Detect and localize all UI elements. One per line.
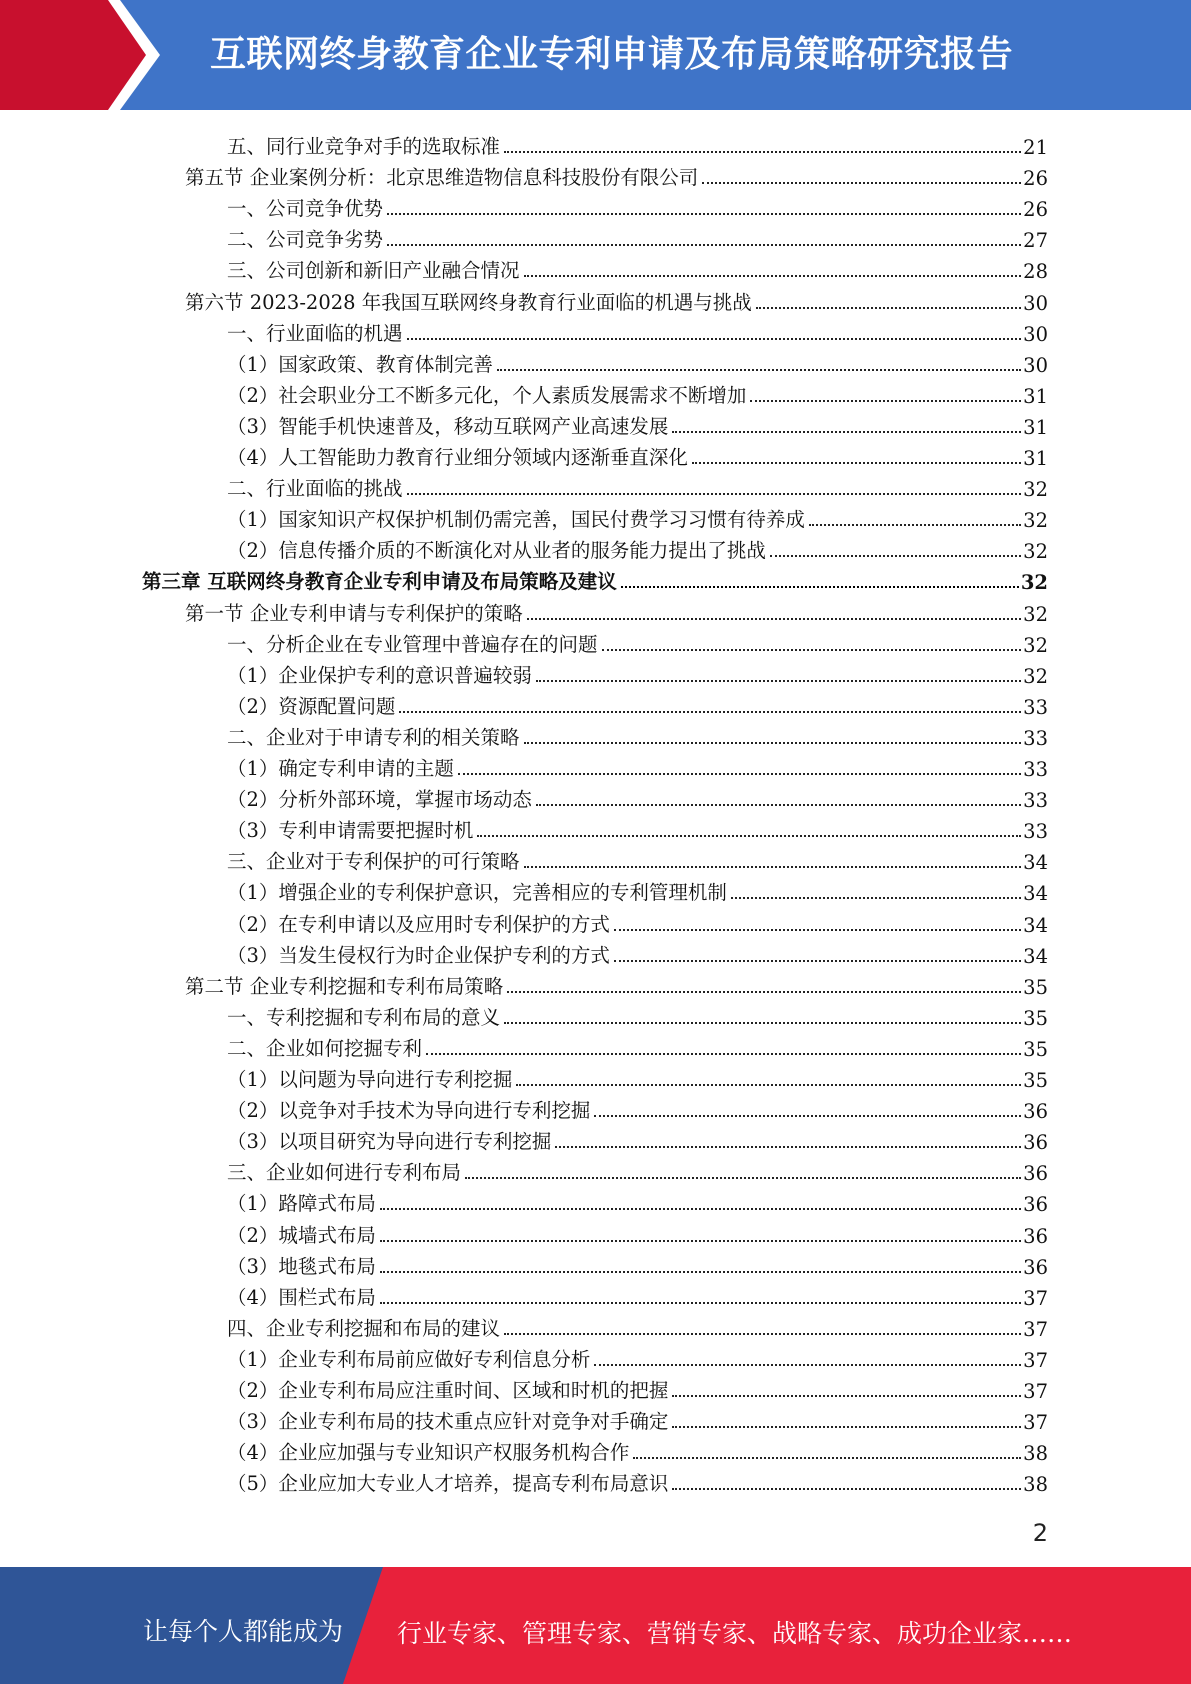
toc-entry-page: 28	[1023, 260, 1048, 284]
toc-entry-title: （3）专利申请需要把握时机	[227, 819, 474, 843]
toc-leader-dots	[536, 803, 1021, 806]
toc-entry-title: （4）企业应加强与专业知识产权服务机构合作	[227, 1441, 630, 1465]
toc-entry[interactable]	[227, 1154, 1048, 1185]
toc-entry-page: 32	[1020, 571, 1048, 595]
toc-entry-page: 37	[1023, 1411, 1048, 1435]
toc-entry-title: 第二节 企业专利挖掘和专利布局策略	[185, 974, 504, 998]
toc-entry-title: 二、行业面临的挑战	[227, 477, 403, 501]
toc-entry-title: （1）企业保护专利的意识普遍较弱	[227, 663, 532, 687]
toc-entry[interactable]	[227, 221, 1048, 252]
toc-entry-page: 37	[1023, 1317, 1048, 1341]
toc-leader-dots	[614, 928, 1021, 931]
toc-entry-title: （2）信息传播介质的不断演化对从业者的服务能力提出了挑战	[227, 539, 766, 563]
toc-entry-title: 三、企业如何进行专利布局	[227, 1161, 462, 1185]
toc-entry-title: 五、同行业竞争对手的选取标准	[227, 135, 501, 158]
toc-entry-page: 38	[1023, 1442, 1048, 1466]
toc-entry[interactable]	[227, 315, 1048, 346]
toc-entry-page: 37	[1023, 1348, 1048, 1372]
toc-entry-page: 33	[1023, 726, 1048, 750]
toc-entry-title: 一、分析企业在专业管理中普遍存在的问题	[227, 632, 598, 656]
page-header	[0, 0, 1191, 110]
toc-entry-page: 32	[1023, 633, 1048, 657]
toc-entry-page: 35	[1023, 1006, 1048, 1030]
toc-entry[interactable]	[227, 532, 1048, 563]
toc-leader-dots	[672, 1394, 1021, 1397]
toc-entry-page: 33	[1023, 695, 1048, 719]
toc-entry-title: 二、公司竞争劣势	[227, 228, 384, 252]
toc-entry[interactable]	[227, 1185, 1048, 1216]
toc-leader-dots	[672, 1425, 1021, 1428]
toc-entry[interactable]	[227, 657, 1048, 688]
toc-entry[interactable]	[227, 750, 1048, 781]
toc-leader-dots	[426, 1052, 1021, 1055]
toc-entry-page: 33	[1023, 789, 1048, 813]
toc-entry-title: （3）当发生侵权行为时企业保护专利的方式	[227, 943, 610, 967]
toc-leader-dots	[399, 710, 1021, 713]
toc-entry[interactable]	[227, 1341, 1048, 1372]
toc-entry-title: （2）资源配置问题	[227, 694, 396, 718]
toc-leader-dots	[380, 1270, 1021, 1273]
toc-entry-title: 一、专利挖掘和专利布局的意义	[227, 1005, 501, 1029]
toc-leader-dots	[770, 554, 1021, 557]
toc-entry[interactable]	[227, 1092, 1048, 1123]
toc-entry-title: 第三章 互联网终身教育企业专利申请及布局策略及建议	[142, 570, 617, 594]
toc-entry[interactable]	[227, 252, 1048, 283]
toc-entry[interactable]	[227, 719, 1048, 750]
toc-entry[interactable]	[227, 1279, 1048, 1310]
toc-leader-dots	[692, 461, 1021, 464]
toc-entry-title: （4）围栏式布局	[227, 1285, 376, 1309]
toc-leader-dots	[731, 896, 1021, 899]
toc-entry-title: 四、企业专利挖掘和布局的建议	[227, 1316, 501, 1340]
toc-entry-page: 34	[1023, 944, 1048, 968]
toc-entry-title: 一、公司竞争优势	[227, 197, 384, 221]
toc-entry[interactable]	[227, 999, 1048, 1030]
toc-entry-page: 35	[1023, 1069, 1048, 1092]
toc-leader-dots	[756, 306, 1021, 309]
page-footer	[0, 1567, 1191, 1684]
toc-entry-title: 第一节 企业专利申请与专利保护的策略	[185, 601, 523, 625]
toc-entry-title: （1）企业专利布局前应做好专利信息分析	[227, 1347, 591, 1371]
toc-leader-dots	[621, 585, 1019, 588]
toc-leader-dots	[524, 741, 1022, 744]
toc-entry-page: 21	[1023, 136, 1048, 159]
toc-leader-dots	[507, 990, 1021, 993]
toc-entry-title: （3）地毯式布局	[227, 1254, 376, 1278]
toc-entry-page: 36	[1023, 1131, 1048, 1155]
toc-entry-title: 二、企业如何挖掘专利	[227, 1036, 423, 1060]
toc-leader-dots	[672, 430, 1021, 433]
toc-entry[interactable]	[227, 346, 1048, 377]
toc-entry-title: 三、企业对于专利保护的可行策略	[227, 850, 520, 874]
toc-leader-dots	[672, 1487, 1021, 1490]
toc-leader-dots	[524, 274, 1022, 277]
toc-leader-dots	[504, 150, 1021, 153]
toc-entry[interactable]	[227, 190, 1048, 221]
toc-entry-title: （1）确定专利申请的主题	[227, 757, 454, 780]
toc-leader-dots	[602, 648, 1022, 651]
toc-entry-page: 34	[1023, 882, 1048, 906]
toc-entry-title: 三、公司创新和新旧产业融合情况	[227, 259, 520, 283]
toc-entry-page: 36	[1023, 1100, 1048, 1124]
toc-entry-title: （1）国家知识产权保护机制仍需完善，国民付费学习习惯有待养成	[227, 508, 805, 532]
toc-entry[interactable]	[142, 563, 1048, 594]
toc-entry-page: 36	[1023, 1193, 1048, 1217]
page-number: 2	[1032, 1519, 1048, 1547]
toc-entry-page: 30	[1023, 322, 1048, 346]
toc-leader-dots	[504, 1332, 1021, 1335]
toc-leader-dots	[465, 1176, 1021, 1179]
toc-entry-title: 一、行业面临的机遇	[227, 321, 403, 345]
toc-entry[interactable]	[227, 470, 1048, 501]
toc-entry-title: （2）分析外部环境，掌握市场动态	[227, 788, 532, 812]
toc-entry-page: 34	[1023, 851, 1048, 875]
toc-entry[interactable]	[185, 968, 1048, 999]
toc-entry[interactable]	[227, 377, 1048, 408]
toc-entry-page: 36	[1023, 1224, 1048, 1248]
toc-entry-page: 32	[1023, 602, 1048, 626]
toc-leader-dots	[504, 1021, 1021, 1024]
toc-entry-page: 37	[1023, 1380, 1048, 1403]
toc-entry-page: 32	[1023, 509, 1048, 533]
toc-entry[interactable]	[227, 128, 1048, 159]
toc-entry[interactable]	[227, 906, 1048, 937]
toc-leader-dots	[497, 368, 1021, 371]
toc-leader-dots	[380, 1207, 1021, 1210]
toc-entry-title: （2）在专利申请以及应用时专利保护的方式	[227, 912, 610, 936]
toc-entry-title: （3）智能手机快速普及，移动互联网产业高速发展	[227, 414, 669, 438]
toc-entry-page: 33	[1023, 820, 1048, 844]
toc-leader-dots	[407, 337, 1022, 340]
toc-entry[interactable]	[185, 284, 1048, 315]
toc-entry-page: 31	[1023, 415, 1048, 439]
footer-slogan-right: 行业专家、管理专家、营销专家、战略专家、成功企业家……	[397, 1619, 1073, 1648]
toc-entry-title: （1）路障式布局	[227, 1192, 376, 1216]
toc-entry-title: （1）以问题为导向进行专利挖掘	[227, 1068, 513, 1091]
toc-entry[interactable]	[227, 1123, 1048, 1154]
toc-entry-page: 35	[1023, 975, 1048, 999]
toc-entry-page: 34	[1023, 913, 1048, 937]
toc-leader-dots	[407, 492, 1022, 495]
toc-entry-title: （5）企业应加大专业人才培养，提高专利布局意识	[227, 1472, 669, 1496]
toc-entry-page: 26	[1023, 198, 1048, 222]
toc-entry[interactable]	[185, 159, 1048, 190]
toc-leader-dots	[555, 1145, 1021, 1148]
toc-entry-page: 33	[1023, 758, 1048, 781]
toc-entry-page: 37	[1023, 1286, 1048, 1310]
toc-entry[interactable]	[227, 408, 1048, 439]
toc-entry[interactable]	[227, 1030, 1048, 1061]
toc-entry[interactable]	[227, 1310, 1048, 1341]
toc-entry[interactable]	[227, 1434, 1048, 1465]
toc-entry-title: 第六节 2023-2028 年我国互联网终身教育行业面临的机遇与挑战	[185, 290, 752, 314]
toc-leader-dots	[594, 1363, 1021, 1366]
toc-leader-dots	[387, 212, 1021, 215]
toc-entry[interactable]	[227, 1217, 1048, 1248]
toc-leader-dots	[633, 1456, 1021, 1459]
toc-entry-page: 30	[1023, 291, 1048, 315]
toc-entry[interactable]	[227, 688, 1048, 719]
toc-entry-title: （2）社会职业分工不断多元化，个人素质发展需求不断增加	[227, 383, 747, 407]
toc-entry[interactable]	[227, 1465, 1048, 1496]
toc-entry-page: 31	[1023, 384, 1048, 408]
toc-leader-dots	[524, 865, 1022, 868]
toc-leader-dots	[527, 617, 1021, 620]
toc-entry[interactable]	[227, 439, 1048, 470]
toc-leader-dots	[387, 243, 1021, 246]
toc-entry-title: （3）以项目研究为导向进行专利挖掘	[227, 1130, 552, 1154]
toc-leader-dots	[614, 959, 1021, 962]
toc-entry-page: 26	[1023, 167, 1048, 191]
toc-leader-dots	[380, 1301, 1021, 1304]
toc-entry-title: （2）企业专利布局应注重时间、区域和时机的把握	[227, 1379, 669, 1402]
toc-leader-dots	[809, 523, 1021, 526]
toc-entry-page: 32	[1023, 664, 1048, 688]
toc-entry-title: （4）人工智能助力教育行业细分领域内逐渐垂直深化	[227, 446, 688, 469]
toc-leader-dots	[536, 679, 1021, 682]
toc-entry[interactable]	[227, 812, 1048, 843]
toc-entry-page: 32	[1023, 540, 1048, 564]
toc-entry[interactable]	[227, 501, 1048, 532]
toc-entry[interactable]	[227, 1403, 1048, 1434]
toc-entry[interactable]	[227, 843, 1048, 874]
toc-entry-page: 38	[1023, 1473, 1048, 1497]
toc-entry-title: （1）国家政策、教育体制完善	[227, 352, 493, 376]
toc-entry-title: （3）企业专利布局的技术重点应针对竞争对手确定	[227, 1410, 669, 1434]
toc-entry-page: 36	[1023, 1162, 1048, 1186]
toc-entry-page: 36	[1023, 1255, 1048, 1279]
toc-entry[interactable]	[227, 937, 1048, 968]
toc-leader-dots	[380, 1239, 1021, 1242]
toc-entry[interactable]	[227, 1248, 1048, 1279]
toc-entry-title: （2）城墙式布局	[227, 1223, 376, 1247]
toc-leader-dots	[750, 399, 1021, 402]
toc-entry[interactable]	[227, 874, 1048, 905]
toc-entry[interactable]	[227, 1061, 1048, 1092]
report-title: 互联网终身教育企业专利申请及布局策略研究报告	[210, 34, 1014, 75]
toc-entry-page: 35	[1023, 1037, 1048, 1061]
toc-entry-page: 30	[1023, 353, 1048, 377]
toc-leader-dots	[702, 181, 1021, 184]
toc-leader-dots	[477, 834, 1021, 837]
toc-entry-title: 二、企业对于申请专利的相关策略	[227, 725, 520, 749]
toc-entry[interactable]	[227, 1372, 1048, 1403]
toc-entry[interactable]	[227, 626, 1048, 657]
toc-leader-dots	[594, 1114, 1021, 1117]
toc-entry-page: 31	[1023, 447, 1048, 470]
toc-entry-title: 第五节 企业案例分析：北京思维造物信息科技股份有限公司	[185, 166, 699, 190]
toc-entry-title: （1）增强企业的专利保护意识，完善相应的专利管理机制	[227, 881, 727, 905]
footer-slogan-left: 让每个人都能成为	[143, 1617, 344, 1646]
toc-entry[interactable]	[185, 595, 1048, 626]
toc-leader-dots	[516, 1083, 1021, 1086]
toc-entry[interactable]	[227, 781, 1048, 812]
toc-entry-page: 27	[1023, 229, 1048, 253]
toc-entry-title: （2）以竞争对手技术为导向进行专利挖掘	[227, 1099, 591, 1123]
toc-leader-dots	[458, 772, 1021, 775]
toc-entry-page: 32	[1023, 478, 1048, 502]
